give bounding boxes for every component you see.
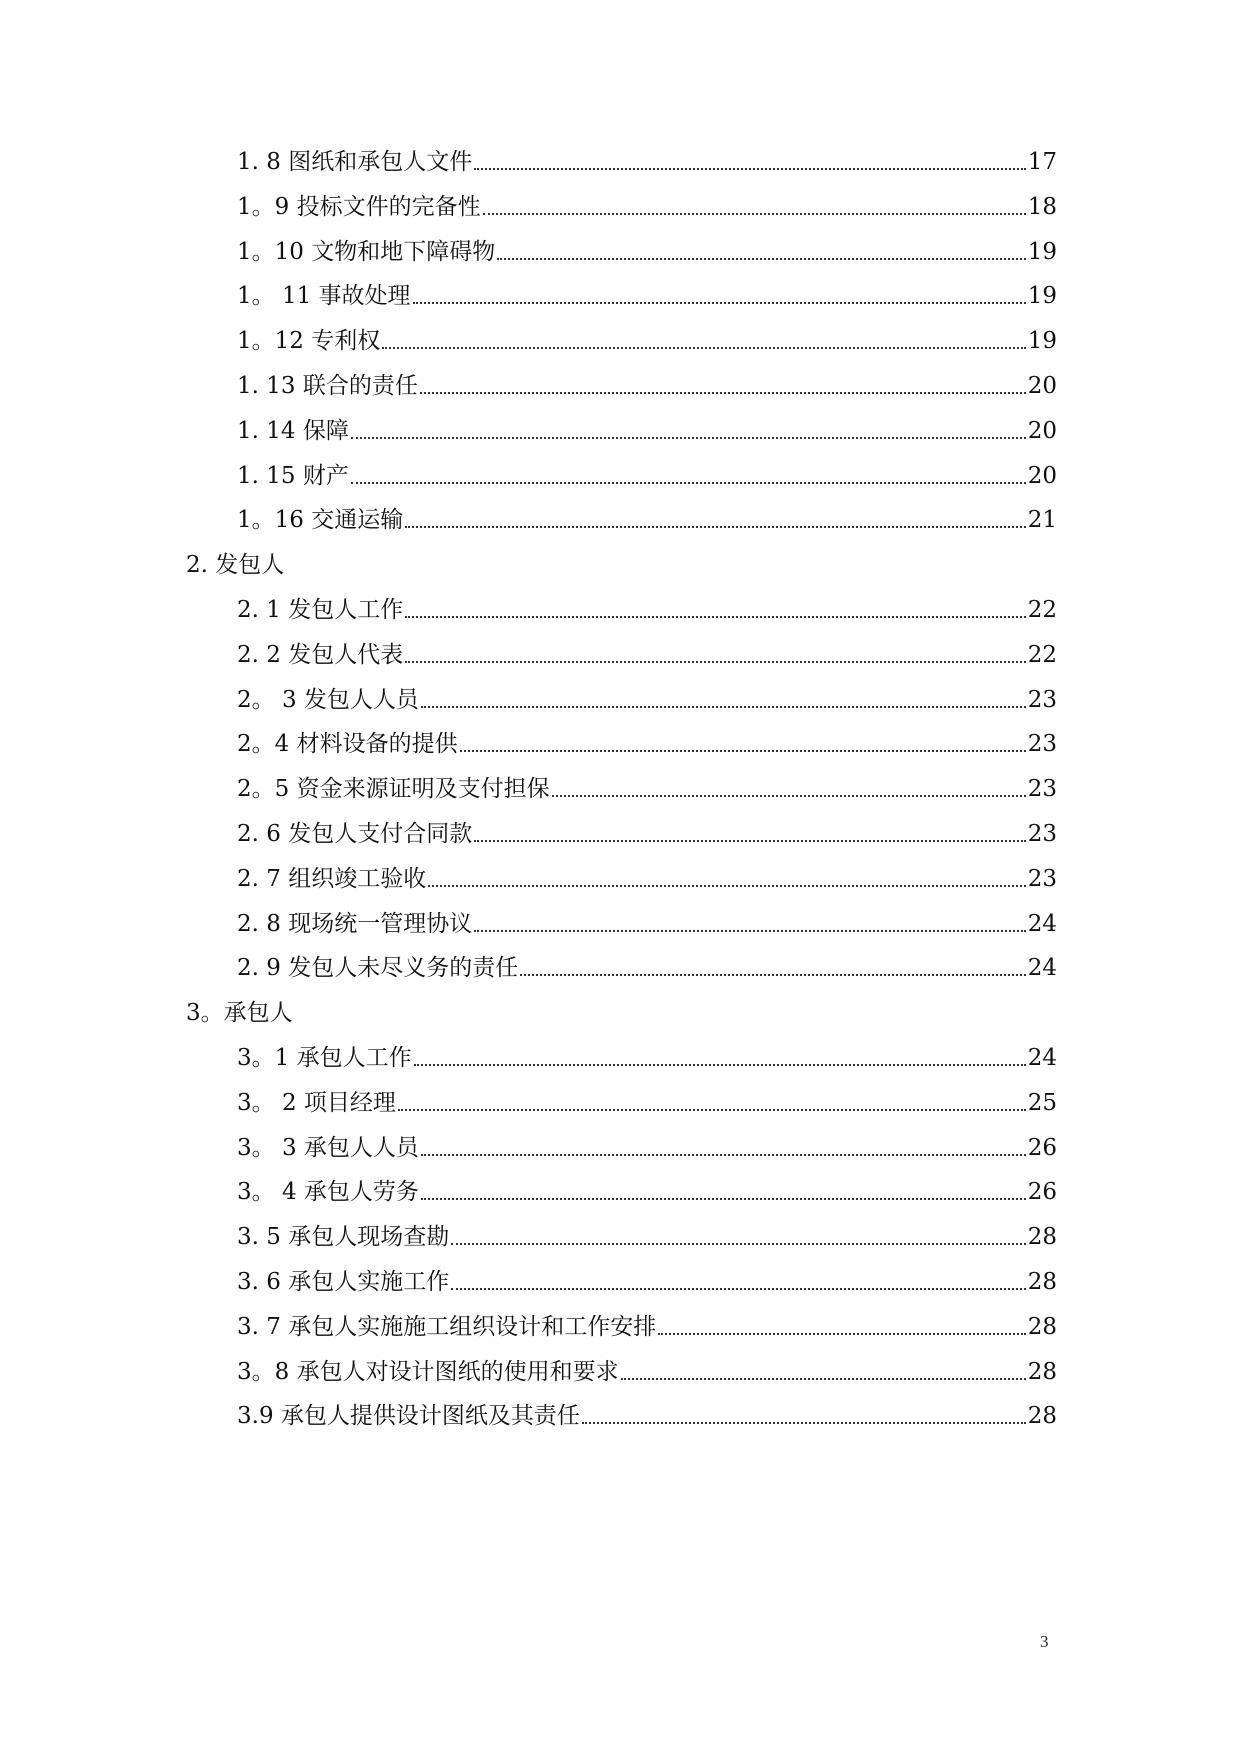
toc-dot-leader — [552, 795, 1026, 797]
toc-entry[interactable] — [237, 764, 1057, 814]
toc-entry[interactable] — [237, 451, 1057, 501]
toc-dot-leader — [414, 1064, 1026, 1066]
toc-entry-title: 2. 7 组织竣工验收 — [237, 865, 427, 892]
toc-dot-leader — [421, 1198, 1026, 1200]
toc-entry-title: 2. 2 发包人代表 — [237, 641, 404, 668]
toc-entry[interactable] — [237, 899, 1057, 949]
toc-dot-leader — [497, 258, 1026, 260]
toc-entry-page: 22 — [1027, 597, 1057, 623]
toc-entry[interactable] — [237, 1347, 1057, 1397]
toc-dot-leader — [382, 347, 1026, 349]
toc-dot-leader — [474, 930, 1026, 932]
toc-entry-page: 24 — [1027, 1045, 1057, 1071]
toc-entry-title: 2。4 材料设备的提供 — [237, 731, 458, 758]
toc-entry-page: 28 — [1027, 1358, 1057, 1385]
toc-entry[interactable] — [237, 1302, 1057, 1352]
toc-entry[interactable] — [237, 271, 1057, 321]
toc-entry-page: 28 — [1027, 1403, 1057, 1430]
toc-entry-title: 3. 7 承包人实施施工组织设计和工作安排 — [237, 1313, 657, 1340]
toc-dot-leader — [474, 840, 1026, 842]
toc-entry-title: 3。 2 项目经理 — [237, 1089, 396, 1116]
toc-entry-title: 3。 4 承包人劳务 — [237, 1179, 419, 1206]
toc-entry-title: 2. 发包人 — [186, 552, 285, 579]
toc-entry[interactable] — [237, 1033, 1057, 1083]
toc-entry-title: 2. 1 发包人工作 — [237, 597, 404, 623]
toc-entry[interactable] — [237, 719, 1057, 769]
toc-dot-leader — [520, 974, 1026, 976]
toc-entry-page: 19 — [1027, 238, 1057, 265]
toc-dot-leader — [420, 392, 1026, 394]
toc-entry-title: 1。9 投标文件的完备性 — [237, 193, 481, 220]
toc-entry-page: 23 — [1027, 731, 1057, 758]
toc-dot-leader — [658, 1333, 1026, 1335]
toc-dot-leader — [351, 437, 1026, 439]
toc-entry-page: 20 — [1027, 417, 1057, 444]
toc-entry-page: 26 — [1027, 1134, 1057, 1161]
toc-entry-title: 1. 14 保障 — [237, 417, 349, 444]
toc-entry-page: 28 — [1027, 1269, 1057, 1295]
toc-entry-page: 21 — [1027, 507, 1057, 534]
toc-dot-leader — [428, 885, 1026, 887]
toc-entry-title: 1。16 交通运输 — [237, 507, 404, 534]
toc-entry-page: 19 — [1027, 283, 1057, 310]
toc-entry[interactable] — [237, 361, 1057, 411]
toc-dot-leader — [582, 1422, 1026, 1424]
toc-dot-leader — [460, 750, 1026, 752]
toc-dot-leader — [483, 213, 1026, 215]
toc-entry-title: 2。5 资金来源证明及支付担保 — [237, 776, 550, 803]
toc-entry[interactable] — [237, 1167, 1057, 1217]
toc-entry-page: 20 — [1027, 462, 1057, 489]
toc-entry[interactable] — [237, 137, 1057, 187]
toc-entry-title: 2. 6 发包人支付合同款 — [237, 821, 473, 847]
toc-entry-title: 1. 8 图纸和承包人文件 — [237, 149, 473, 175]
toc-entry-page: 28 — [1027, 1313, 1057, 1340]
toc-entry[interactable] — [237, 227, 1057, 277]
toc-entry-page: 28 — [1027, 1224, 1057, 1251]
toc-entry[interactable] — [237, 1391, 1057, 1441]
toc-entry[interactable] — [237, 406, 1057, 456]
toc-entry-page: 23 — [1027, 865, 1057, 892]
toc-entry-title: 2. 9 发包人未尽义务的责任 — [237, 955, 519, 982]
toc-entry[interactable] — [237, 809, 1057, 859]
toc-entry[interactable] — [237, 943, 1057, 993]
toc-entry-title: 3。1 承包人工作 — [237, 1045, 412, 1071]
toc-dot-leader — [421, 1154, 1026, 1156]
toc-dot-leader — [398, 1109, 1026, 1111]
toc-section-heading[interactable] — [186, 540, 1066, 590]
toc-entry-page: 20 — [1027, 373, 1057, 399]
toc-entry-page: 23 — [1027, 686, 1057, 713]
toc-entry-page: 23 — [1027, 776, 1057, 803]
toc-dot-leader — [405, 616, 1026, 618]
toc-entry[interactable] — [237, 585, 1057, 635]
toc-entry-title: 2。 3 发包人人员 — [237, 686, 419, 713]
toc-entry-title: 3. 5 承包人现场查勘 — [237, 1224, 450, 1251]
toc-entry-page: 17 — [1027, 149, 1057, 175]
toc-entry-title: 3。8 承包人对设计图纸的使用和要求 — [237, 1358, 619, 1385]
page-number: 3 — [1040, 1632, 1049, 1651]
toc-entry-title: 1. 15 财产 — [237, 462, 349, 489]
toc-dot-leader — [351, 482, 1026, 484]
toc-entry[interactable] — [237, 630, 1057, 680]
toc-entry-page: 24 — [1027, 955, 1057, 982]
toc-entry-page: 25 — [1027, 1089, 1057, 1116]
toc-entry-title: 1。 11 事故处理 — [237, 283, 411, 310]
toc-entry-page: 19 — [1027, 328, 1057, 355]
toc-entry[interactable] — [237, 1123, 1057, 1173]
toc-entry[interactable] — [237, 675, 1057, 725]
toc-entry[interactable] — [237, 182, 1057, 232]
toc-entry-title: 1。10 文物和地下障碍物 — [237, 238, 496, 265]
toc-entry[interactable] — [237, 1078, 1057, 1128]
toc-section-heading[interactable] — [186, 988, 1066, 1038]
toc-dot-leader — [451, 1243, 1026, 1245]
toc-dot-leader — [474, 168, 1026, 170]
toc-entry-page: 22 — [1027, 641, 1057, 668]
toc-entry-title: 3.9 承包人提供设计图纸及其责任 — [237, 1403, 580, 1430]
toc-dot-leader — [405, 526, 1026, 528]
toc-dot-leader — [405, 661, 1026, 663]
toc-entry-title: 3. 6 承包人实施工作 — [237, 1269, 450, 1295]
toc-entry-title: 1。12 专利权 — [237, 328, 381, 355]
toc-entry[interactable] — [237, 316, 1057, 366]
toc-dot-leader — [421, 706, 1026, 708]
toc-entry-page: 26 — [1027, 1179, 1057, 1206]
toc-entry-title: 3。承包人 — [186, 1000, 293, 1027]
toc-entry-page: 23 — [1027, 821, 1057, 847]
toc-entry-page: 18 — [1027, 193, 1057, 220]
toc-entry-title: 3。 3 承包人人员 — [237, 1134, 419, 1161]
toc-entry-page: 24 — [1027, 910, 1057, 937]
toc-entry-title: 1. 13 联合的责任 — [237, 373, 418, 399]
toc-dot-leader — [621, 1378, 1026, 1380]
toc-dot-leader — [451, 1288, 1026, 1290]
toc-entry[interactable] — [237, 495, 1057, 545]
toc-entry[interactable] — [237, 1257, 1057, 1307]
toc-dot-leader — [413, 302, 1026, 304]
toc-entry-title: 2. 8 现场统一管理协议 — [237, 910, 473, 937]
toc-entry[interactable] — [237, 854, 1057, 904]
toc-entry[interactable] — [237, 1212, 1057, 1262]
